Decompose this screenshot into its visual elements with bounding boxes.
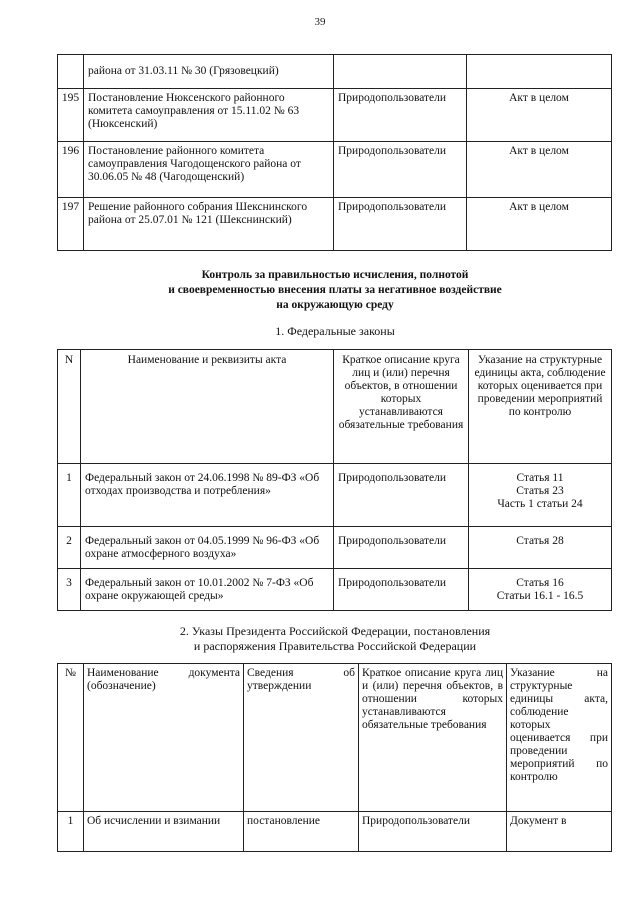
table-row bbox=[58, 812, 612, 852]
subjects-cell: Природопользователи bbox=[334, 198, 467, 251]
indication-line: Часть 1 статьи 24 bbox=[497, 498, 583, 510]
table-header-row bbox=[58, 350, 612, 464]
subsection-decrees-line-1: 2. Указы Президента Российской Федерации, постановления bbox=[179, 624, 491, 638]
section-title-line-2: и своевременностью внесения платы за негативное воздействие bbox=[168, 284, 502, 296]
table-row bbox=[58, 198, 612, 251]
act-name: Постановление Нюксенского районного комитета самоуправления от 15.11.02 № 63 (Нюксенский) bbox=[84, 89, 334, 142]
indication-line: Статьи 16.1 - 16.5 bbox=[496, 590, 584, 602]
header-n: № bbox=[58, 664, 84, 812]
section-title-line-1: Контроль за правильностью исчисления, полнотой bbox=[201, 269, 469, 281]
indication-line: Статья 28 bbox=[516, 535, 564, 547]
row-number: 197 bbox=[58, 198, 84, 251]
indication-cell bbox=[467, 55, 612, 89]
act-name: Решение районного собрания Шекснинского района от 25.07.01 № 121 (Шекснинский) bbox=[84, 198, 334, 251]
header-approval: Сведения об утверждении bbox=[244, 664, 359, 812]
table-row bbox=[58, 55, 612, 89]
indication-line: Статья 11 bbox=[516, 472, 564, 484]
indication-cell bbox=[469, 464, 612, 527]
description-cell: Природопользователи bbox=[359, 812, 507, 852]
indication-cell: Акт в целом bbox=[467, 142, 612, 198]
indication-cell bbox=[469, 527, 612, 569]
header-description: Краткое описание круга лиц и (или) перечня объектов, в отношении которых устанавливаются обязательные требования bbox=[334, 350, 469, 464]
subjects-cell bbox=[334, 55, 467, 89]
description-cell: Природопользователи bbox=[334, 569, 469, 611]
table-row bbox=[58, 89, 612, 142]
act-name: Федеральный закон от 10.01.2002 № 7-ФЗ «Об охране окружающей среды» bbox=[81, 569, 334, 611]
act-name: Федеральный закон от 04.05.1999 № 96-ФЗ «Об охране атмосферного воздуха» bbox=[81, 527, 334, 569]
indication-cell: Документ в bbox=[507, 812, 612, 852]
row-number: 2 bbox=[58, 527, 81, 569]
row-number: 1 bbox=[58, 812, 84, 852]
table-row bbox=[58, 464, 612, 527]
row-number: 3 bbox=[58, 569, 81, 611]
table-continuation bbox=[57, 54, 612, 251]
document-name: Об исчислении и взимании bbox=[84, 812, 244, 852]
indication-cell: Акт в целом bbox=[467, 198, 612, 251]
act-name: Федеральный закон от 24.06.1998 № 89-ФЗ «Об отходах производства и потребления» bbox=[81, 464, 334, 527]
indication-line: Статья 16 bbox=[516, 577, 564, 589]
header-indication: Указание на структурные единицы акта, соблюдение которых оценивается при проведении мероприятий по контролю bbox=[469, 350, 612, 464]
approval-cell: постановление bbox=[244, 812, 359, 852]
section-title-line-3: на окружающую среду bbox=[276, 299, 394, 311]
indication-line: Статья 23 bbox=[516, 485, 564, 497]
row-number: 195 bbox=[58, 89, 84, 142]
row-number: 1 bbox=[58, 464, 81, 527]
header-description: Краткое описание круга лиц и (или) перечня объектов, в отношении которых устанавливаются обязательные требования bbox=[359, 664, 507, 812]
description-cell: Природопользователи bbox=[334, 464, 469, 527]
table-row bbox=[58, 527, 612, 569]
indication-cell: Акт в целом bbox=[467, 89, 612, 142]
indication-cell bbox=[469, 569, 612, 611]
table-row bbox=[58, 569, 612, 611]
subjects-cell: Природопользователи bbox=[334, 142, 467, 198]
table-federal-laws bbox=[57, 349, 612, 611]
subjects-cell: Природопользователи bbox=[334, 89, 467, 142]
subsection-decrees-line-2: и распоряжения Правительства Российской Федерации bbox=[193, 639, 477, 653]
header-indication: Указание на структурные единицы акта, соблюдение которых оценивается при проведении мероприятий по контролю bbox=[507, 664, 612, 812]
description-cell: Природопользователи bbox=[334, 527, 469, 569]
header-act-name: Наименование и реквизиты акта bbox=[81, 350, 334, 464]
row-number bbox=[58, 55, 84, 89]
act-name: района от 31.03.11 № 30 (Грязовецкий) bbox=[84, 55, 334, 89]
table-header-row bbox=[58, 664, 612, 812]
act-name: Постановление районного комитета самоуправления Чагодощенского района от 30.06.05 № 48 (Чагодощенский) bbox=[84, 142, 334, 198]
header-n: N bbox=[58, 350, 81, 464]
table-row bbox=[58, 142, 612, 198]
table-decrees bbox=[57, 663, 612, 852]
subsection-federal-laws: 1. Федеральные законы bbox=[275, 324, 395, 338]
row-number: 196 bbox=[58, 142, 84, 198]
page-number: 39 bbox=[314, 16, 326, 28]
header-document-name: Наименование документа (обозначение) bbox=[84, 664, 244, 812]
